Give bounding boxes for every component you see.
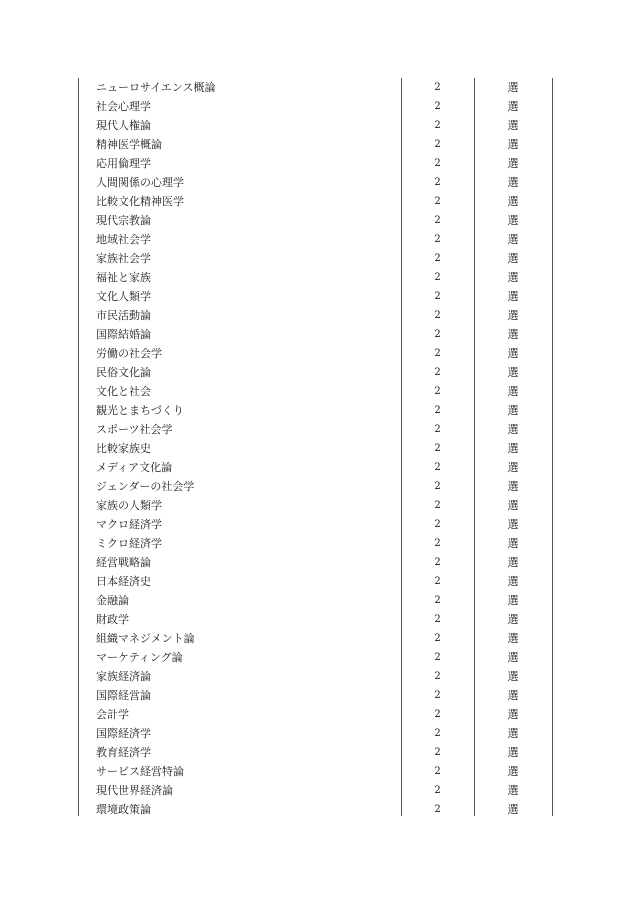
course-name: 現代宗教論 <box>96 214 151 227</box>
course-name: 労働の社会学 <box>96 347 162 360</box>
course-credits: 2 <box>434 652 441 663</box>
course-credits: 2 <box>434 633 441 644</box>
course-type: 選 <box>507 708 519 721</box>
course-credits: 2 <box>434 690 441 701</box>
table-row <box>78 629 552 648</box>
course-type: 選 <box>507 214 519 227</box>
course-credits: 2 <box>434 728 441 739</box>
course-name: 文化と社会 <box>96 385 151 398</box>
course-credits: 2 <box>434 234 441 245</box>
table-row <box>78 249 552 268</box>
course-type: 選 <box>507 233 519 246</box>
course-name: 市民活動論 <box>96 309 151 322</box>
table-row <box>78 667 552 686</box>
course-credits: 2 <box>434 386 441 397</box>
table-row <box>78 800 552 819</box>
course-name: 会計学 <box>96 708 129 721</box>
course-type: 選 <box>507 119 519 132</box>
course-credits: 2 <box>434 158 441 169</box>
course-type: 選 <box>507 176 519 189</box>
course-credits: 2 <box>434 424 441 435</box>
course-credits: 2 <box>434 766 441 777</box>
course-credits: 2 <box>434 747 441 758</box>
course-type: 選 <box>507 290 519 303</box>
table-row <box>78 173 552 192</box>
table-row <box>78 116 552 135</box>
course-credits: 2 <box>434 310 441 321</box>
course-credits: 2 <box>434 576 441 587</box>
course-name: 民俗文化論 <box>96 366 151 379</box>
course-type: 選 <box>507 480 519 493</box>
course-type: 選 <box>507 309 519 322</box>
table-row <box>78 724 552 743</box>
table-row <box>78 610 552 629</box>
course-type: 選 <box>507 442 519 455</box>
table-row <box>78 705 552 724</box>
course-name: 福祉と家族 <box>96 271 151 284</box>
table-row <box>78 192 552 211</box>
table-row <box>78 287 552 306</box>
table-row <box>78 420 552 439</box>
course-type: 選 <box>507 651 519 664</box>
course-name: 人間関係の心理学 <box>96 176 184 189</box>
course-type: 選 <box>507 195 519 208</box>
table-row <box>78 591 552 610</box>
course-type: 選 <box>507 632 519 645</box>
course-type: 選 <box>507 746 519 759</box>
table-row <box>78 363 552 382</box>
table-row <box>78 553 552 572</box>
course-name: 経営戦略論 <box>96 556 151 569</box>
course-credits: 2 <box>434 367 441 378</box>
course-type: 選 <box>507 575 519 588</box>
table-row <box>78 762 552 781</box>
table-row <box>78 458 552 477</box>
course-name: 家族の人類学 <box>96 499 162 512</box>
course-name: 金融論 <box>96 594 129 607</box>
table-row <box>78 78 552 97</box>
course-credits: 2 <box>434 671 441 682</box>
course-type: 選 <box>507 385 519 398</box>
course-type: 選 <box>507 100 519 113</box>
course-type: 選 <box>507 689 519 702</box>
table-row <box>78 477 552 496</box>
course-type: 選 <box>507 670 519 683</box>
course-type: 選 <box>507 347 519 360</box>
course-name: ニューロサイエンス概論 <box>96 81 216 94</box>
course-credits: 2 <box>434 804 441 815</box>
course-type: 選 <box>507 518 519 531</box>
course-credits: 2 <box>434 500 441 511</box>
table-row <box>78 743 552 762</box>
table-row <box>78 382 552 401</box>
course-credits: 2 <box>434 120 441 131</box>
course-name: 応用倫理学 <box>96 157 151 170</box>
table-row <box>78 439 552 458</box>
course-type: 選 <box>507 81 519 94</box>
course-credits: 2 <box>434 329 441 340</box>
course-type: 選 <box>507 784 519 797</box>
table-row <box>78 211 552 230</box>
course-name: マーケティング論 <box>96 651 183 664</box>
course-name: 地域社会学 <box>96 233 151 246</box>
course-type: 選 <box>507 556 519 569</box>
course-name: 国際結婚論 <box>96 328 151 341</box>
course-credits: 2 <box>434 82 441 93</box>
course-credits: 2 <box>434 139 441 150</box>
course-name: 社会心理学 <box>96 100 151 113</box>
course-type: 選 <box>507 499 519 512</box>
course-type: 選 <box>507 803 519 816</box>
course-type: 選 <box>507 613 519 626</box>
course-name: 文化人類学 <box>96 290 151 303</box>
course-credits: 2 <box>434 595 441 606</box>
course-name: 日本経済史 <box>96 575 151 588</box>
course-type: 選 <box>507 252 519 265</box>
course-name: 現代世界経済論 <box>96 784 173 797</box>
course-name: 現代人権論 <box>96 119 151 132</box>
course-type: 選 <box>507 423 519 436</box>
course-credits: 2 <box>434 462 441 473</box>
table-row <box>78 230 552 249</box>
course-credits: 2 <box>434 709 441 720</box>
table-row <box>78 344 552 363</box>
course-type: 選 <box>507 366 519 379</box>
course-credits: 2 <box>434 215 441 226</box>
course-credits: 2 <box>434 196 441 207</box>
course-name: 家族経済論 <box>96 670 151 683</box>
course-credits: 2 <box>434 405 441 416</box>
course-type: 選 <box>507 404 519 417</box>
table-row <box>78 97 552 116</box>
course-type: 選 <box>507 537 519 550</box>
table-row <box>78 686 552 705</box>
course-name: 観光とまちづくり <box>96 404 184 417</box>
course-credits: 2 <box>434 177 441 188</box>
course-credits: 2 <box>434 614 441 625</box>
course-type: 選 <box>507 727 519 740</box>
course-name: 環境政策論 <box>96 803 151 816</box>
course-credits: 2 <box>434 785 441 796</box>
course-credits: 2 <box>434 291 441 302</box>
course-type: 選 <box>507 594 519 607</box>
course-name: 財政学 <box>96 613 129 626</box>
table-row <box>78 325 552 344</box>
course-type: 選 <box>507 328 519 341</box>
course-name: 国際経営論 <box>96 689 151 702</box>
table-right-border <box>552 78 553 816</box>
table-row <box>78 154 552 173</box>
course-credits: 2 <box>434 538 441 549</box>
course-credits: 2 <box>434 481 441 492</box>
course-name: ジェンダーの社会学 <box>96 480 195 493</box>
course-name: メディア文化論 <box>96 461 173 474</box>
table-row <box>78 534 552 553</box>
course-name: 家族社会学 <box>96 252 151 265</box>
course-name: ミクロ経済学 <box>96 537 162 550</box>
course-type: 選 <box>507 138 519 151</box>
course-rows <box>78 78 552 819</box>
course-credits: 2 <box>434 253 441 264</box>
course-table <box>78 78 552 816</box>
course-name: サービス経営特論 <box>96 765 184 778</box>
course-type: 選 <box>507 765 519 778</box>
course-name: 比較家族史 <box>96 442 151 455</box>
course-name: 比較文化精神医学 <box>96 195 184 208</box>
course-type: 選 <box>507 461 519 474</box>
course-type: 選 <box>507 157 519 170</box>
table-row <box>78 306 552 325</box>
course-credits: 2 <box>434 443 441 454</box>
course-credits: 2 <box>434 348 441 359</box>
course-name: スポーツ社会学 <box>96 423 173 436</box>
course-credits: 2 <box>434 519 441 530</box>
course-name: マクロ経済学 <box>96 518 162 531</box>
course-name: 精神医学概論 <box>96 138 162 151</box>
table-row <box>78 515 552 534</box>
course-name: 教育経済学 <box>96 746 151 759</box>
table-row <box>78 572 552 591</box>
course-name: 組織マネジメント論 <box>96 632 195 645</box>
course-credits: 2 <box>434 557 441 568</box>
table-row <box>78 496 552 515</box>
table-row <box>78 401 552 420</box>
course-credits: 2 <box>434 272 441 283</box>
course-name: 国際経済学 <box>96 727 151 740</box>
table-row <box>78 268 552 287</box>
table-row <box>78 781 552 800</box>
table-row <box>78 648 552 667</box>
course-credits: 2 <box>434 101 441 112</box>
course-type: 選 <box>507 271 519 284</box>
table-row <box>78 135 552 154</box>
